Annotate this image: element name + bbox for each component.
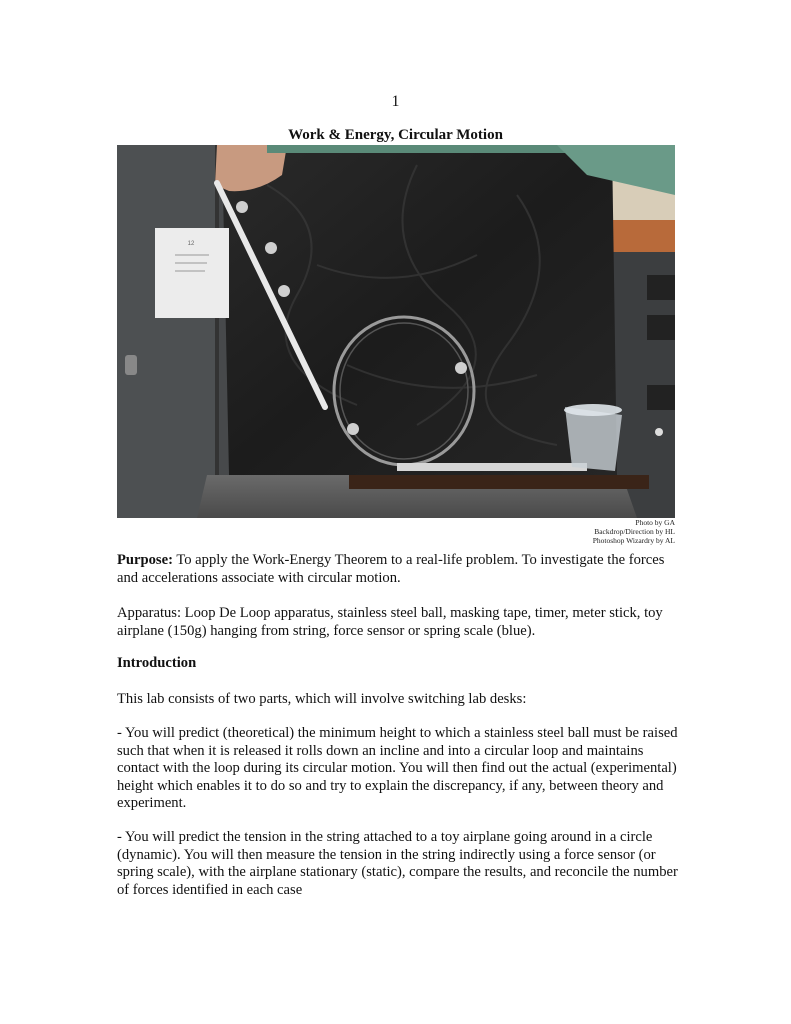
photo-credits	[117, 518, 675, 545]
credit-line: Backdrop/Direction by HL	[594, 527, 675, 536]
loop-de-loop-photo	[117, 145, 675, 518]
page-number: 1	[391, 93, 400, 110]
introduction-lead: This lab consists of two parts, which will involve switching lab desks:	[117, 691, 527, 707]
credit-line: Photo by GA	[635, 518, 675, 527]
introduction-heading: Introduction	[117, 655, 197, 671]
photo-sign-text: 12	[187, 241, 195, 247]
purpose-text: To apply the Work-Energy Theorem to a real-life problem. To investigate the forces and accelerations associate with circular motion.	[117, 552, 665, 586]
part-one-paragraph: - You will predict (theoretical) the minimum height to which a stainless steel ball must be raised such that when it is released it rolls down an incline and into a circular loop and maintains contact with the loop during its circular motion. You will then find out the actual (experimental) height which enables it to do so and try to explain the discrepancy, if any, between theory and experiment.	[117, 725, 678, 812]
document-title: Work & Energy, Circular Motion	[288, 127, 503, 143]
credit-line: Photoshop Wizardry by AL	[592, 536, 675, 545]
purpose-paragraph	[117, 552, 679, 587]
part-two-paragraph: - You will predict the tension in the string attached to a toy airplane going around in a circle (dynamic). You will then measure the tension in the string indirectly using a force sensor (or spring scale), with the airplane stationary (static), compare the results, and reconcile the number of forces identified in each case	[117, 829, 678, 898]
apparatus-paragraph: Apparatus: Loop De Loop apparatus, stainless steel ball, masking tape, timer, meter stick, toy airplane (150g) hanging from string, force sensor or spring scale (blue).	[117, 605, 663, 639]
purpose-label: Purpose:	[117, 552, 173, 568]
